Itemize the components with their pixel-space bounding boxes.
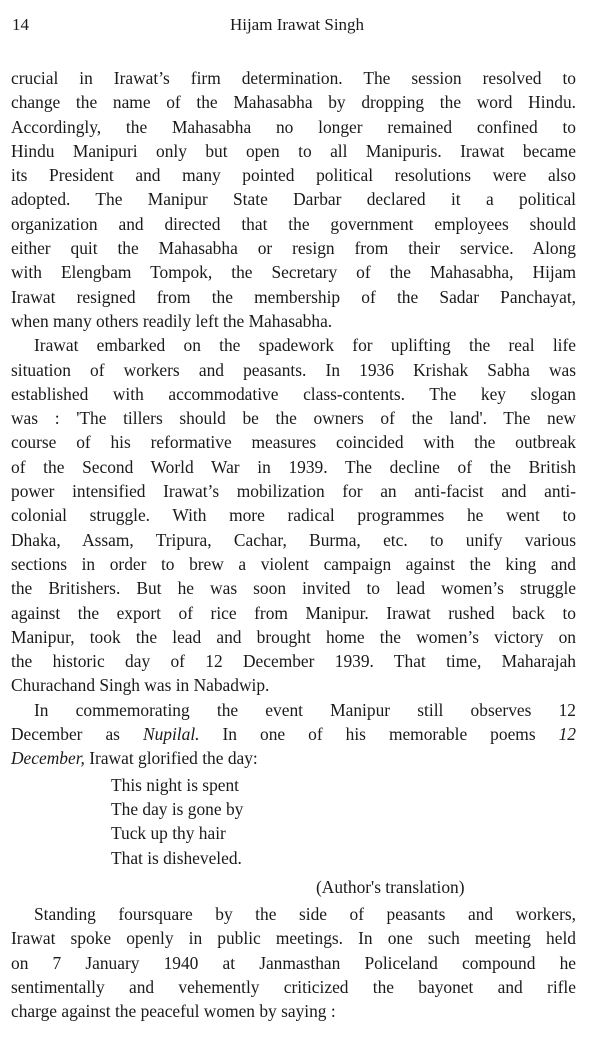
text-line: charge against the peaceful women by saying : — [11, 1001, 336, 1022]
text-line: organization and directed that the government employees should — [11, 213, 576, 234]
text-line: crucial in Irawat’s firm determination. The session resolved to — [11, 68, 576, 88]
poem-line: Tuck up thy hair — [111, 823, 226, 844]
text-line: the Britishers. But he was soon invited to lead women’s struggle — [11, 578, 576, 599]
text-body — [11, 66, 576, 1024]
poem-line: The day is gone by — [111, 798, 244, 819]
text-line: when many others readily left the Mahasabha. — [11, 310, 333, 331]
text-line: Irawat resigned from the membership of the Sadar Panchayat, — [11, 286, 576, 307]
poem-line: That is disheveled. — [111, 847, 242, 868]
text-line — [11, 746, 576, 770]
text-line: power intensified Irawat’s mobilization for an anti-facist and anti- — [11, 481, 576, 502]
italic-term-nupilal: Nupilal. — [142, 724, 200, 745]
text-line: colonial struggle. With more radical programmes he went to — [11, 505, 576, 526]
text-line — [11, 722, 576, 746]
text-line: Standing foursquare by the side of peasants and workers, — [34, 904, 576, 925]
text-line: Manipur, took the lead and brought home the women’s victory on — [11, 626, 576, 647]
text-line: change the name of the Mahasabha by dropping the word Hindu. — [11, 92, 576, 113]
text-line: situation of workers and peasants. In 1936 Krishak Sabha was — [11, 359, 576, 380]
text-line: Irawat embarked on the spadework for uplifting the real life — [34, 335, 576, 356]
text-line: the historic day of 12 December 1939. That time, Maharajah — [11, 651, 576, 672]
text-line: Dhaka, Assam, Tripura, Cachar, Burma, etc. to unify various — [11, 529, 576, 550]
text-line: Irawat spoke openly in public meetings. In one such meeting held — [11, 928, 576, 949]
text-line: was : 'The tillers should be the owners of the land'. The new — [11, 408, 576, 429]
text-line: of the Second World War in 1939. The decline of the British — [11, 456, 576, 477]
text-line: Churachand Singh was in Nabadwip. — [11, 675, 270, 696]
translation-note: (Author's translation) — [316, 876, 465, 897]
paragraph-3 — [11, 698, 576, 771]
running-head: Hijam Irawat Singh — [229, 15, 365, 34]
text-line: sentimentally and vehemently criticized the bayonet and rifle — [11, 976, 576, 997]
text-line: course of his reformative measures coincided with the outbreak — [11, 432, 576, 453]
text-line: against the export of rice from Manipur. Irawat rushed back to — [11, 602, 576, 623]
paragraph-4 — [11, 902, 576, 1023]
text-line: Accordingly, the Mahasabha no longer remained confined to — [11, 116, 576, 137]
text-line: Hindu Manipuri only but open to all Manipuris. Irawat became — [11, 140, 576, 161]
text-line: either quit the Mahasabha or resign from their service. Along — [11, 238, 576, 259]
text-span: December as — [11, 724, 143, 745]
poem-block — [11, 773, 576, 870]
page-header — [12, 14, 582, 40]
text-line: In commemorating the event Manipur still observes 12 — [34, 699, 576, 720]
italic-poem-title: 12 — [558, 724, 576, 745]
italic-poem-title: December, — [11, 748, 85, 769]
text-line: on 7 January 1940 at Janmasthan Policeland compound he — [11, 952, 576, 973]
text-line: with Elengbam Tompok, the Secretary of the Mahasabha, Hijam — [11, 262, 576, 283]
paragraph-1 — [11, 66, 576, 333]
text-line: sections in order to brew a violent campaign against the king and — [11, 553, 576, 574]
text-span: Irawat glorified the day: — [84, 748, 258, 769]
text-span: In one of his memorable poems — [199, 724, 559, 745]
text-line: its President and many pointed political resolutions were also — [11, 165, 576, 186]
text-line: adopted. The Manipur State Darbar declared it a political — [11, 189, 576, 210]
poem-line: This night is spent — [111, 774, 240, 795]
paragraph-2 — [11, 333, 576, 697]
page-number: 14 — [12, 15, 29, 34]
text-line: established with accommodative class-contents. The key slogan — [11, 383, 576, 404]
